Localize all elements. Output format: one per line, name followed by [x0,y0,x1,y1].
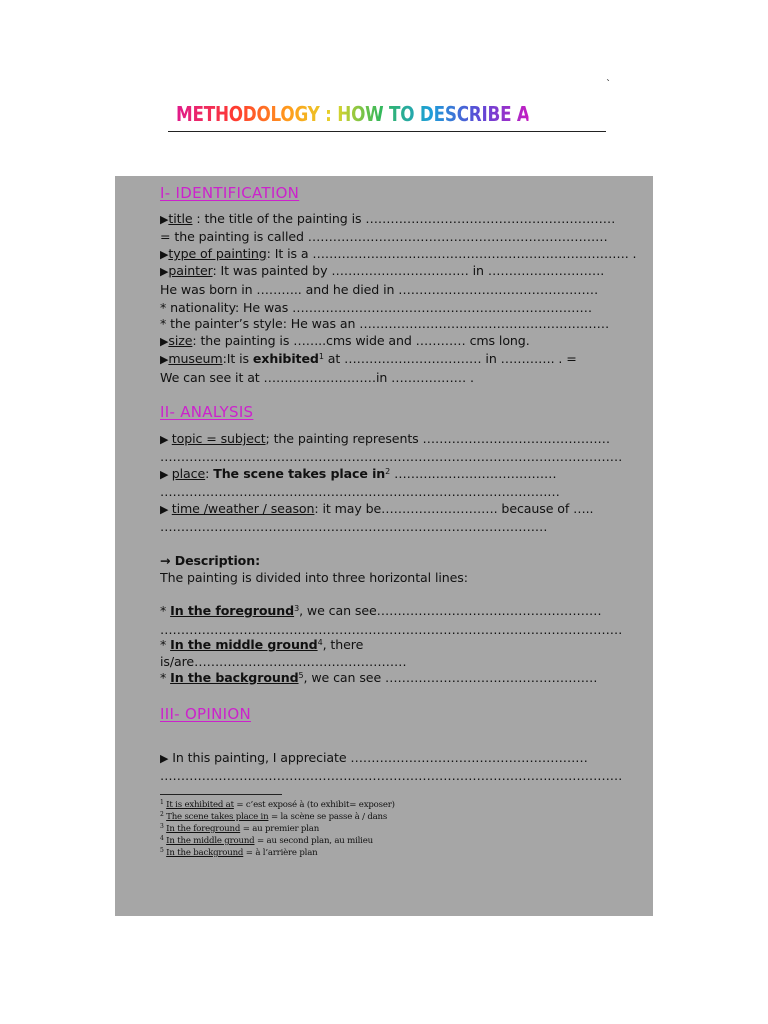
middle-ground-continuation: is/are…………………………………………… [160,654,407,669]
time-dots: ………………………………………………………………………………… [160,519,548,534]
museum-line [160,351,638,368]
description-heading: → Description: [160,553,261,568]
called-line: = the painting is called ……………………………………………………………… [160,229,608,244]
footnote-number: 5 [160,847,164,854]
footnote-text: = la scène se passe à / dans [268,812,388,822]
footnote-2 [160,812,387,823]
footnote-key: It is exhibited at [166,800,234,810]
foreground-dots: ………………………………………………………………………………………………… [160,622,623,637]
title-underline [168,131,606,132]
painter-text: : It was painted by …………………………… in ………………………. [212,263,605,278]
background-text: , we can see …………………………………………… [303,670,598,685]
bullet-icon: ▶ [160,752,169,765]
topic-line [160,431,638,448]
bullet-icon: ▶ [160,335,169,348]
born-line: He was born in ……….. and he died in ………………………………………… [160,282,599,297]
painter-key: painter [168,263,213,278]
appreciate-text: In this painting, I appreciate ………………………………………………… [168,750,588,765]
middle-ground-bullet: * [160,637,171,652]
footnote-text: = au premier plan [240,824,320,834]
type-key: type of painting [168,246,267,261]
topic-dots: ………………………………………………………………………………………………… [160,449,623,464]
place-bold: The scene takes place in [213,466,386,481]
footnote-number: 4 [160,835,164,842]
bullet-icon: ▶ [160,433,172,446]
time-key: time /weather / season [171,501,315,516]
museum-key: museum [168,351,223,366]
size-text: : the painting is ……..cms wide and ………… cms long. [192,333,530,348]
size-line [160,333,638,350]
footnote-text: = à l’arrière plan [243,848,318,858]
middle-ground-line [160,637,638,653]
museum-bold: exhibited [252,351,319,366]
appreciate-line [160,750,638,767]
time-line [160,501,638,518]
footnote-key: In the background [166,848,244,858]
footnote-key: In the foreground [166,824,241,834]
background-line [160,670,638,686]
bullet-icon: ▶ [160,503,172,516]
nationality-line: * nationality: He was ……………………………………………………………… [160,300,593,315]
background-bullet: * [160,670,171,685]
footnote-ref-1: 1 [318,352,324,361]
middle-ground-key: In the middle ground [170,637,318,652]
bullet-icon: ▶ [160,213,169,226]
footnote-key: In the middle ground [166,836,255,846]
opinion-heading: III- OPINION [160,705,251,723]
bullet-icon: ▶ [160,248,169,261]
description-intro: The painting is divided into three horizontal lines: [160,570,468,585]
see-it-line: We can see it at ………………………in ……………… . [160,370,474,385]
place-key: place [171,466,206,481]
background-key: In the background [170,670,299,685]
title-text: : the title of the painting is …………………………………………………… [192,211,616,226]
museum-text-a: :It is [222,351,253,366]
museum-text-b: at …………………………… in …………. . = [323,351,577,366]
footnote-number: 3 [160,823,164,830]
type-line [160,246,638,263]
footnote-text: = c’est exposé à (to exhibit= exposer) [233,800,395,810]
footnote-key: The scene takes place in [166,812,269,822]
time-text: : it may be………………………. because of ….. [314,501,594,516]
place-text: ………………………………… [390,466,557,481]
topic-text: ; the painting represents ……………………………………… [265,431,610,446]
topic-key: topic = subject [171,431,266,446]
footnote-text: = au second plan, au milieu [254,836,373,846]
footnote-ref-2: 2 [385,467,391,476]
place-line [160,466,638,483]
appreciate-dots: ………………………………………………………………………………………………… [160,768,623,783]
footnote-4 [160,836,373,847]
analysis-heading: II- ANALYSIS [160,403,254,421]
foreground-text: , we can see……………………………………………… [299,603,602,618]
title-key: title [168,211,193,226]
identification-heading: I- IDENTIFICATION [160,184,300,202]
footnote-ref-4: 4 [317,638,323,647]
place-colon: : [205,466,214,481]
style-line: * the painter’s style: He was an …………………………………………………… [160,316,610,331]
bullet-icon: ▶ [160,265,169,278]
corner-mark: ` [606,79,611,90]
page-title: METHODOLOGY : HOW TO DESCRIBE A PAINTING [176,102,624,126]
type-text: : It is a …………………………………………………………………. . [266,246,637,261]
foreground-key: In the foreground [170,603,295,618]
middle-ground-text: , there [322,637,364,652]
title-line [160,211,638,228]
foreground-line [160,603,638,619]
footnote-number: 1 [160,799,164,806]
footnote-ref-3: 3 [294,604,300,613]
footnote-1 [160,800,395,811]
footnote-5 [160,848,317,859]
painter-line [160,263,638,280]
place-dots: …………………………………………………………………………………… [160,484,560,499]
footnote-number: 2 [160,811,164,818]
bullet-icon: ▶ [160,468,172,481]
footnote-3 [160,824,319,835]
bullet-icon: ▶ [160,353,169,366]
worksheet-panel [115,176,653,916]
foreground-bullet: * [160,603,171,618]
footnote-separator [160,794,282,795]
size-key: size [168,333,193,348]
footnote-ref-5: 5 [298,671,304,680]
